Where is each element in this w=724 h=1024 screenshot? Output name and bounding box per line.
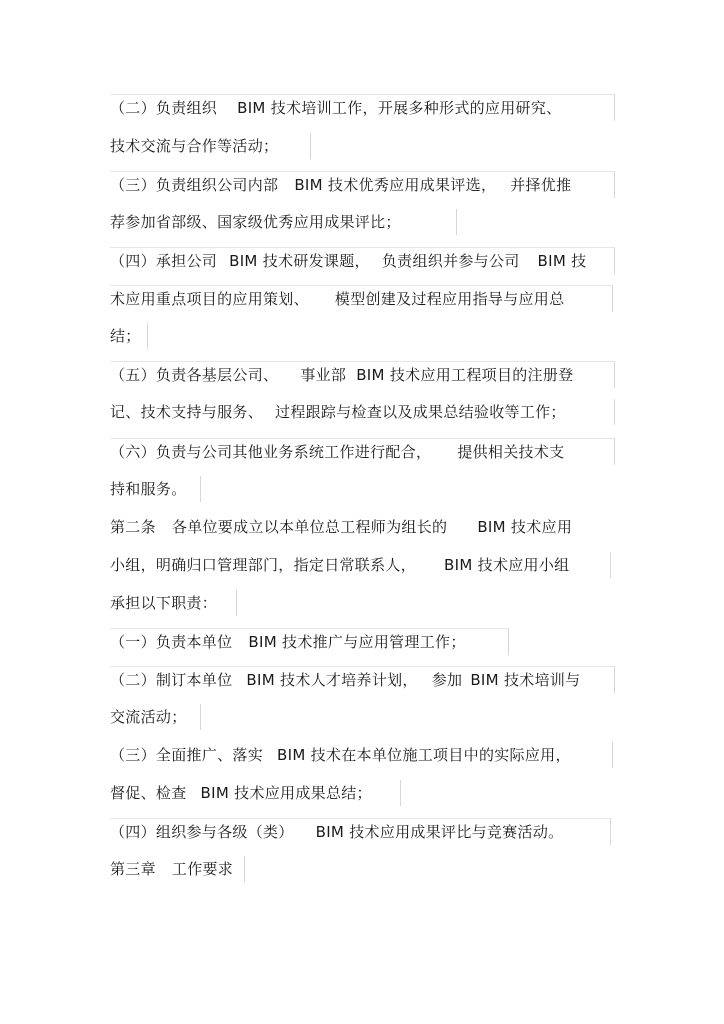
text-line xyxy=(110,209,457,235)
text-segment: BIM 技术应用成果评比与竞赛活动。 xyxy=(315,823,564,841)
text-line xyxy=(110,666,615,693)
text-line xyxy=(110,399,615,425)
text-segment: （四）组织参与各级（类） xyxy=(110,823,294,841)
text-segment: 持和服务。 xyxy=(110,480,187,498)
text-segment: 过程跟踪与检查以及成果总结验收等工作； xyxy=(275,403,566,421)
text-line xyxy=(110,514,614,540)
text-segment: 术应用重点项目的应用策划、 xyxy=(110,290,309,308)
text-segment: 结； xyxy=(110,327,141,345)
text-segment: （一）负责本单位 xyxy=(110,633,233,651)
text-line xyxy=(110,171,615,198)
text-segment: 参加 xyxy=(431,671,463,689)
text-segment: BIM 技术研发课题， xyxy=(229,252,370,270)
text-segment: BIM 技术人才培养计划， xyxy=(246,671,418,689)
text-segment: BIM 技术应用小组 xyxy=(444,556,570,574)
text-segment: BIM 技 xyxy=(537,252,587,270)
text-segment: （二）负责组织 xyxy=(110,99,218,117)
text-line xyxy=(110,247,615,274)
text-line xyxy=(110,856,245,882)
text-segment: 提供相关技术支 xyxy=(457,443,565,461)
text-line xyxy=(110,476,201,502)
text-segment: （五）负责各基层公司、 xyxy=(110,366,279,384)
text-segment: 模型创建及过程应用指导与应用总 xyxy=(334,290,565,308)
text-segment: BIM 技术培训与 xyxy=(470,671,581,689)
text-segment: 事业部 xyxy=(300,366,347,384)
text-line xyxy=(110,361,615,388)
text-line xyxy=(110,742,613,768)
text-line xyxy=(110,94,615,121)
text-segment: 负责组织并参与公司 xyxy=(381,252,520,270)
text-segment: 第三章 xyxy=(110,860,156,878)
text-segment: 记、技术支持与服务、 xyxy=(110,403,264,421)
text-segment: （二）制订本单位 xyxy=(110,671,233,689)
text-line xyxy=(110,285,613,312)
text-segment: 承担以下职责： xyxy=(110,594,218,612)
text-segment: 荐参加省部级、国家级优秀应用成果评比； xyxy=(110,213,401,231)
text-segment: BIM 技术应用 xyxy=(477,518,573,536)
text-segment: （三）全面推广、落实 xyxy=(110,746,264,764)
text-segment: 并择优推 xyxy=(510,176,572,194)
text-line xyxy=(110,552,611,578)
text-segment: BIM 技术应用成果总结； xyxy=(200,784,372,802)
text-line xyxy=(110,628,509,655)
text-line xyxy=(110,704,201,730)
text-segment: （六）负责与公司其他业务系统工作进行配合， xyxy=(110,443,432,461)
text-segment: BIM 技术应用工程项目的注册登 xyxy=(356,366,574,384)
text-segment: （三）负责组织公司内部 xyxy=(110,176,279,194)
text-segment: 各单位要成立以本单位总工程师为组长的 xyxy=(171,518,448,536)
text-line xyxy=(110,438,615,465)
text-segment: BIM 技术在本单位施工项目中的实际应用， xyxy=(277,746,571,764)
text-segment: （四）承担公司 xyxy=(110,252,218,270)
text-segment: 督促、检查 xyxy=(110,784,187,802)
text-segment: 技术交流与合作等活动； xyxy=(110,137,279,155)
text-segment: BIM 技术培训工作，开展多种形式的应用研究、 xyxy=(237,99,562,117)
text-segment: 工作要求 xyxy=(171,860,234,878)
text-segment: BIM 技术优秀应用成果评选， xyxy=(294,176,497,194)
text-line xyxy=(110,133,311,159)
text-segment: 交流活动； xyxy=(110,708,187,726)
text-segment: 小组，明确归口管理部门，指定日常联系人， xyxy=(110,556,417,574)
text-line xyxy=(110,780,401,806)
text-line xyxy=(110,818,611,845)
text-segment: 第二条 xyxy=(110,518,156,536)
text-line xyxy=(110,323,148,349)
text-segment: BIM 技术推广与应用管理工作； xyxy=(248,633,466,651)
text-line xyxy=(110,590,237,616)
